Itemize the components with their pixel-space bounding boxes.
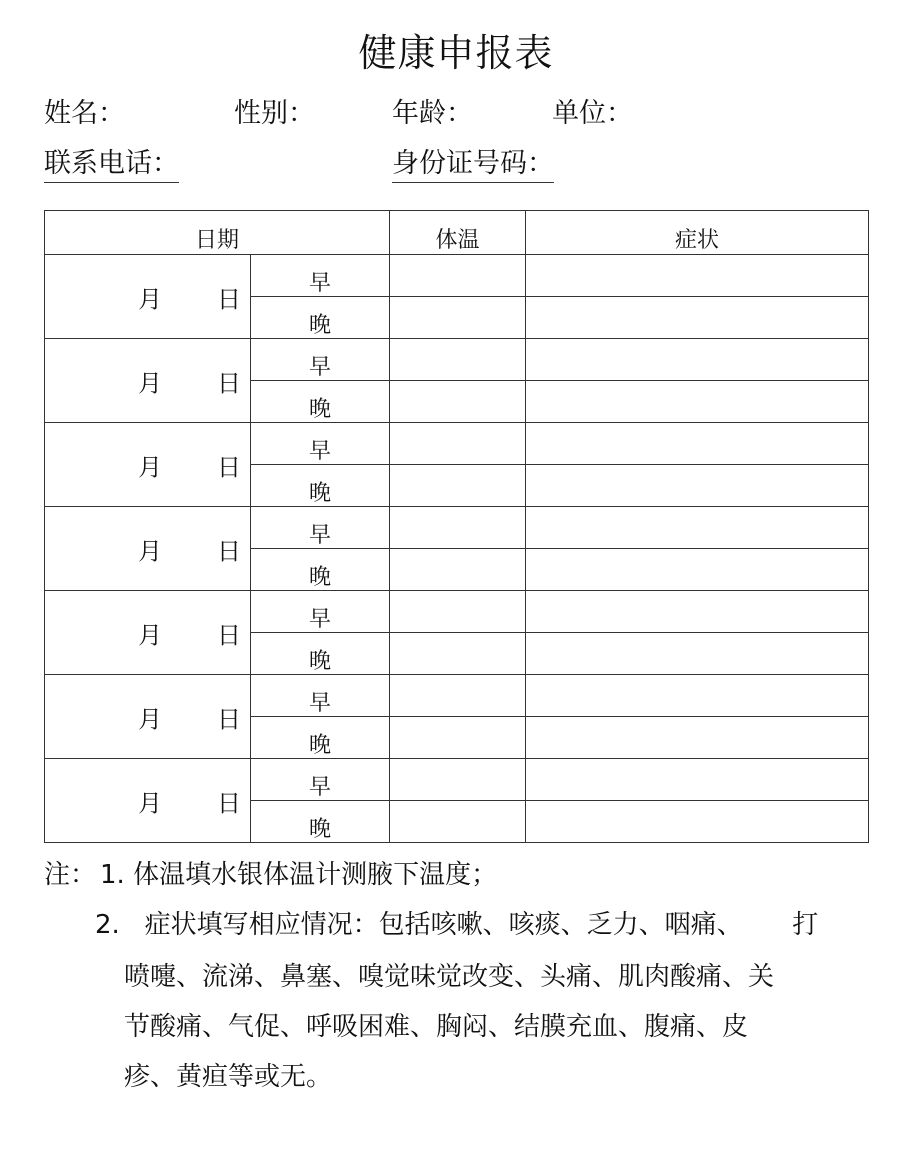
morning-label: 早 — [251, 759, 390, 801]
age-label: 年龄： — [392, 98, 473, 129]
month-label: 月 — [138, 621, 162, 649]
morning-label: 早 — [251, 507, 390, 549]
evening-label: 晚 — [251, 297, 390, 339]
evening-label: 晚 — [251, 381, 390, 423]
table-row — [45, 507, 869, 549]
temperature-cell[interactable] — [390, 465, 526, 507]
temperature-cell[interactable] — [390, 759, 526, 801]
month-label: 月 — [138, 705, 162, 733]
symptoms-cell[interactable] — [526, 339, 869, 381]
table-row — [45, 339, 869, 381]
day-label: 日 — [217, 705, 241, 733]
name-label: 姓名： — [44, 98, 125, 129]
date-cell[interactable] — [45, 507, 251, 591]
morning-label: 早 — [251, 591, 390, 633]
gender-label: 性别： — [234, 98, 315, 129]
temperature-cell[interactable] — [390, 633, 526, 675]
evening-label: 晚 — [251, 801, 390, 843]
month-label: 月 — [138, 285, 162, 313]
morning-label: 早 — [251, 423, 390, 465]
page-title: 健康申报表 — [358, 31, 554, 75]
temperature-cell[interactable] — [390, 339, 526, 381]
symptoms-cell[interactable] — [526, 759, 869, 801]
symptoms-cell[interactable] — [526, 465, 869, 507]
header-symptoms: 症状 — [526, 211, 869, 255]
day-label: 日 — [217, 621, 241, 649]
temperature-cell[interactable] — [390, 255, 526, 297]
table-row — [45, 759, 869, 801]
temperature-cell[interactable] — [390, 675, 526, 717]
day-label: 日 — [217, 285, 241, 313]
date-cell[interactable] — [45, 759, 251, 843]
temperature-cell[interactable] — [390, 297, 526, 339]
header-temperature: 体温 — [390, 211, 526, 255]
phone-label: 联系电话： — [44, 146, 179, 183]
temperature-cell[interactable] — [390, 591, 526, 633]
evening-label: 晚 — [251, 465, 390, 507]
note-2-line-1: 2. 症状填写相应情况：包括咳嗽、咳痰、乏力、咽痛、 打 — [95, 910, 819, 940]
date-cell[interactable] — [45, 423, 251, 507]
table-row — [45, 675, 869, 717]
symptoms-cell[interactable] — [526, 717, 869, 759]
note-2-line-2: 喷嚏、流涕、鼻塞、嗅觉味觉改变、头痛、肌肉酸痛、关 — [124, 962, 775, 992]
symptoms-cell[interactable] — [526, 675, 869, 717]
temperature-cell[interactable] — [390, 423, 526, 465]
month-label: 月 — [138, 789, 162, 817]
header-date: 日期 — [45, 211, 390, 255]
month-label: 月 — [138, 369, 162, 397]
date-cell[interactable] — [45, 591, 251, 675]
id-number-label: 身份证号码： — [392, 146, 554, 183]
evening-label: 晚 — [251, 717, 390, 759]
day-label: 日 — [217, 369, 241, 397]
date-cell[interactable] — [45, 675, 251, 759]
temperature-cell[interactable] — [390, 381, 526, 423]
temperature-cell[interactable] — [390, 549, 526, 591]
evening-label: 晚 — [251, 633, 390, 675]
date-cell[interactable] — [45, 255, 251, 339]
table-row — [45, 591, 869, 633]
symptoms-cell[interactable] — [526, 549, 869, 591]
unit-label: 单位： — [552, 98, 633, 129]
symptoms-cell[interactable] — [526, 423, 869, 465]
symptoms-cell[interactable] — [526, 255, 869, 297]
month-label: 月 — [138, 537, 162, 565]
symptoms-cell[interactable] — [526, 297, 869, 339]
health-log-table — [44, 210, 869, 843]
symptoms-cell[interactable] — [526, 507, 869, 549]
date-cell[interactable] — [45, 339, 251, 423]
table-row — [45, 423, 869, 465]
morning-label: 早 — [251, 675, 390, 717]
symptoms-cell[interactable] — [526, 591, 869, 633]
month-label: 月 — [138, 453, 162, 481]
symptoms-cell[interactable] — [526, 381, 869, 423]
morning-label: 早 — [251, 255, 390, 297]
note-2-line-3: 节酸痛、气促、呼吸困难、胸闷、结膜充血、腹痛、皮 — [124, 1012, 749, 1042]
table-header-row — [45, 211, 869, 255]
table-row — [45, 255, 869, 297]
day-label: 日 — [217, 537, 241, 565]
note-1: 1. 体温填水银体温计测腋下温度； — [100, 860, 498, 890]
evening-label: 晚 — [251, 549, 390, 591]
temperature-cell[interactable] — [390, 717, 526, 759]
temperature-cell[interactable] — [390, 801, 526, 843]
day-label: 日 — [217, 789, 241, 817]
morning-label: 早 — [251, 339, 390, 381]
note-2-line-4: 疹、黄疸等或无。 — [124, 1062, 333, 1092]
symptoms-cell[interactable] — [526, 633, 869, 675]
temperature-cell[interactable] — [390, 507, 526, 549]
notes-prefix: 注： — [44, 860, 97, 890]
symptoms-cell[interactable] — [526, 801, 869, 843]
day-label: 日 — [217, 453, 241, 481]
